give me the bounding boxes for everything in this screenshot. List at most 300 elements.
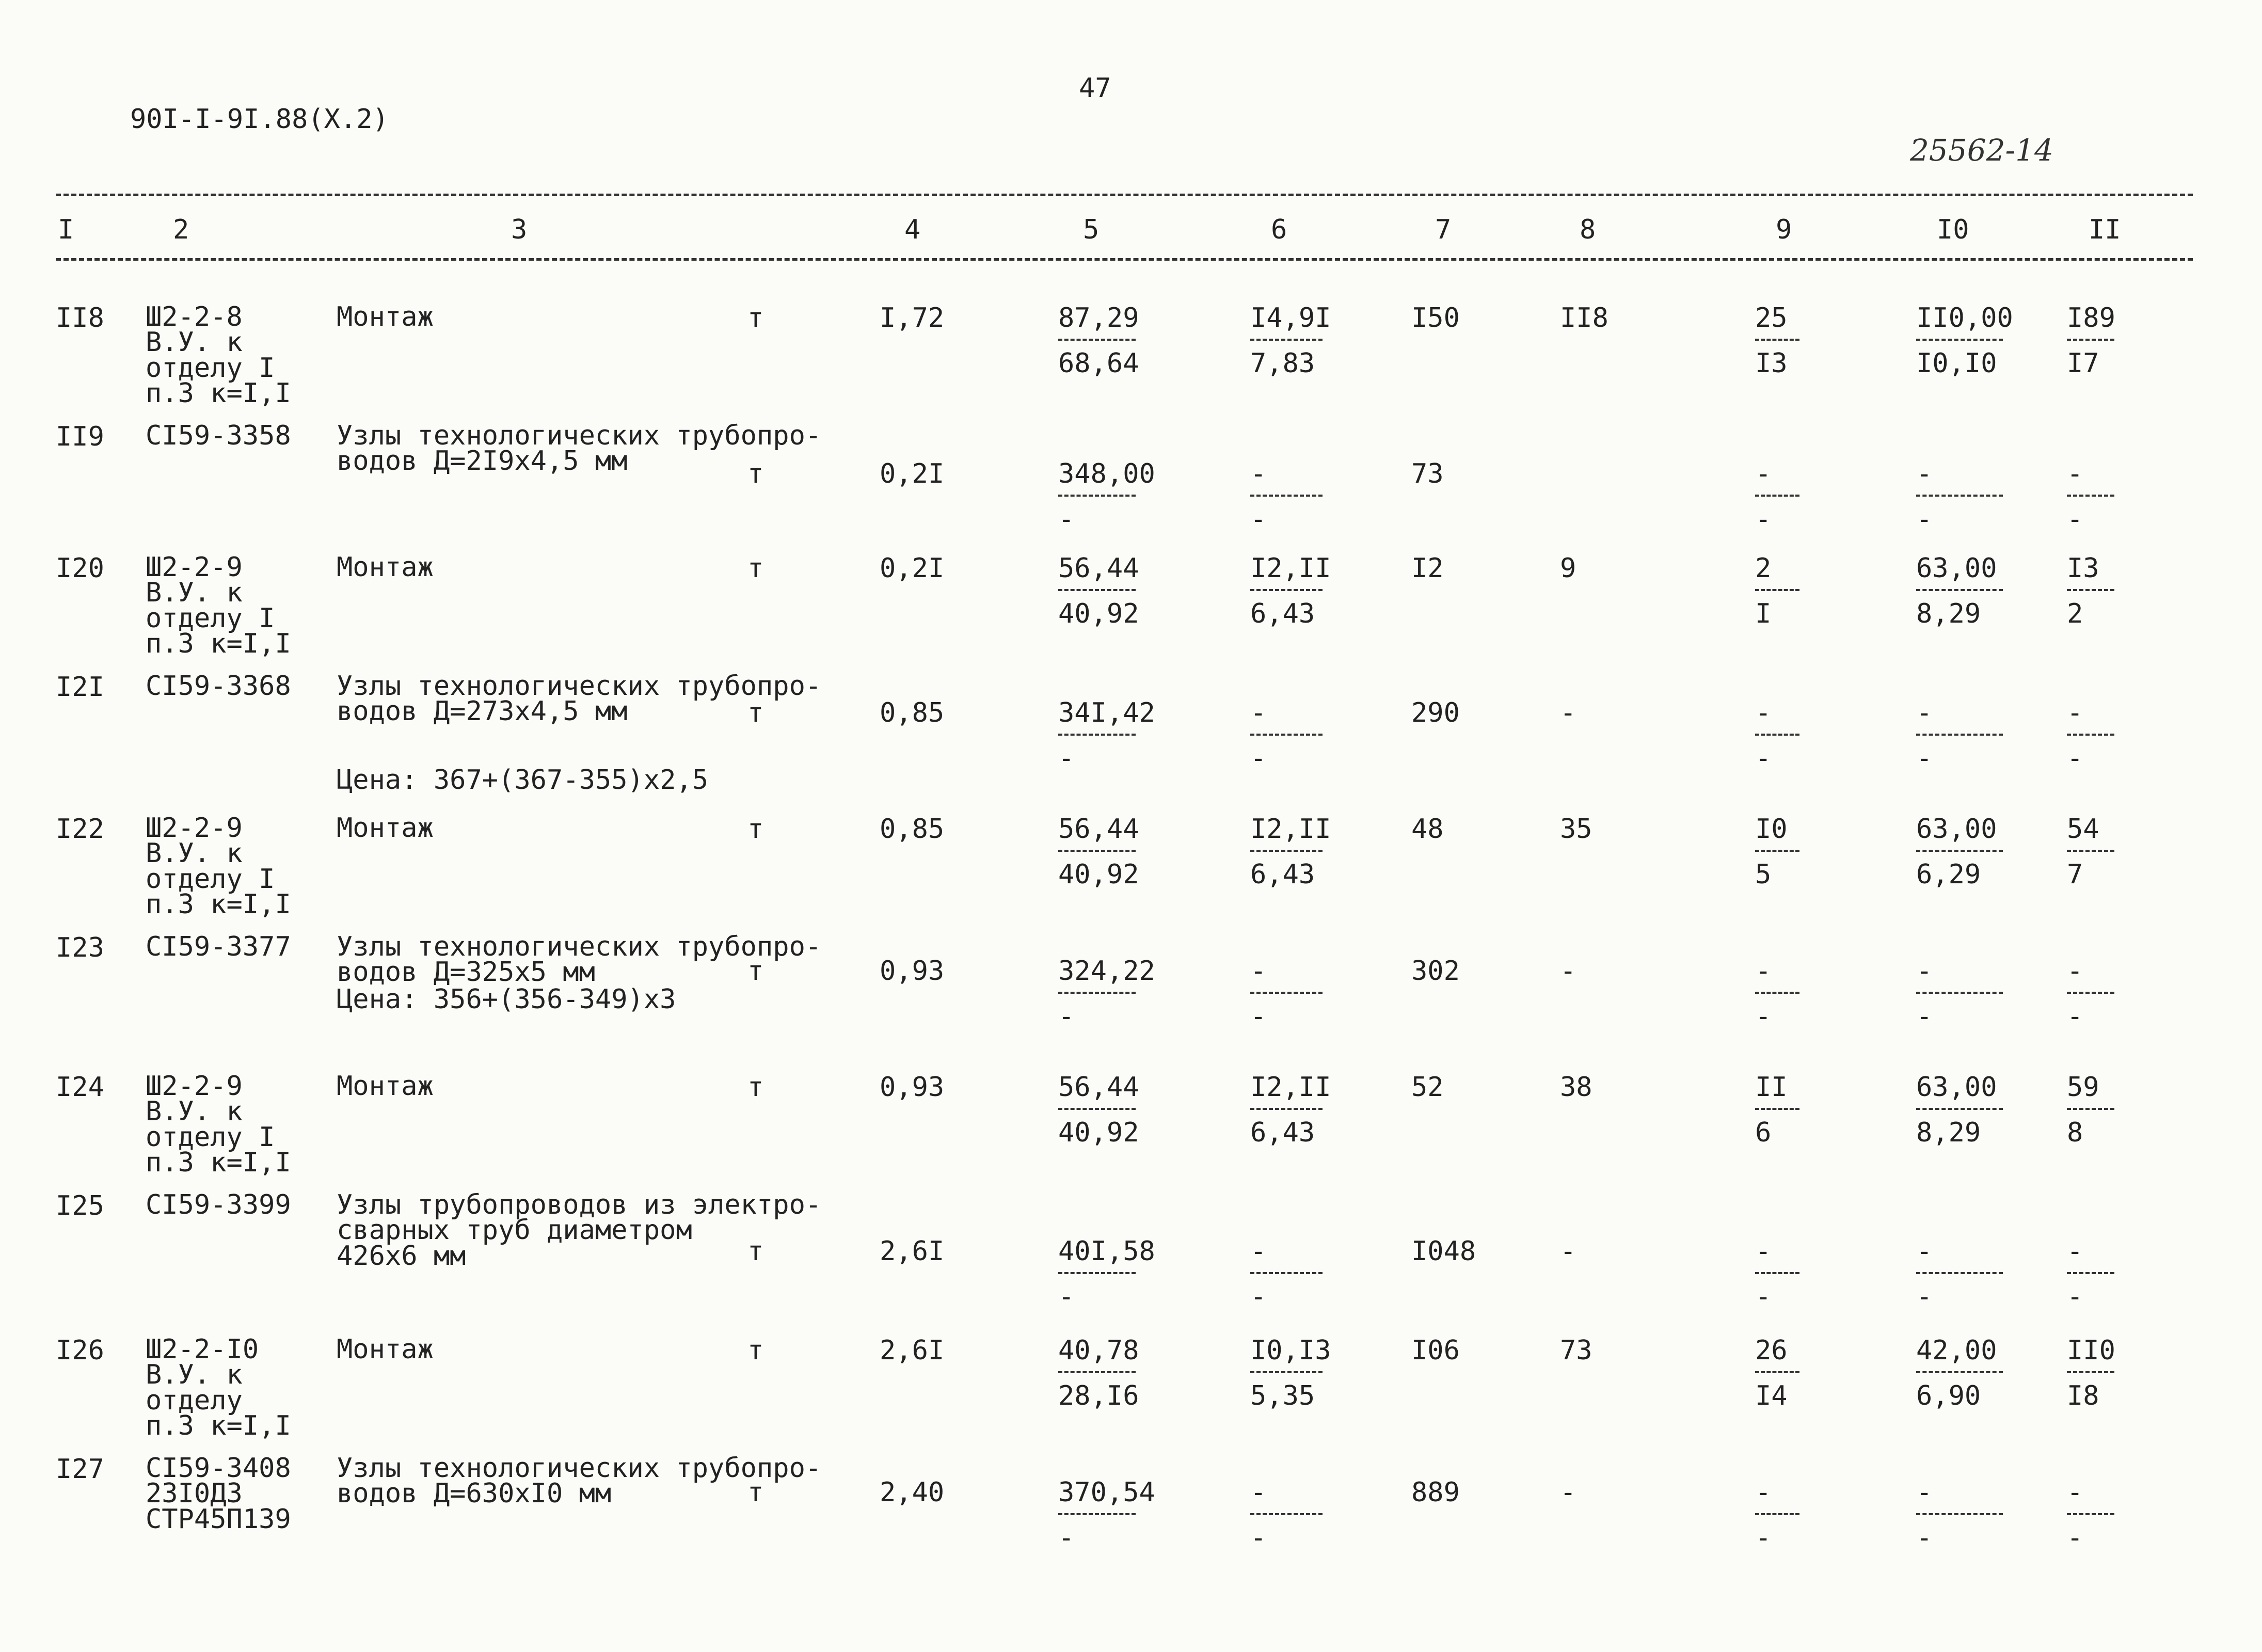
rate-code: [146, 931, 291, 962]
labor-unit: [1916, 303, 2013, 379]
labor-unit-top: 63,00: [1916, 553, 1997, 584]
machine-operation-bottom: I3: [1755, 348, 1788, 379]
work-description-line: водов Д=2I9x4,5 мм: [337, 446, 628, 477]
unit-cost-total: 370,54: [1058, 1477, 1155, 1508]
unit-cost: [1058, 553, 1139, 629]
document-code: 90I-I-9I.88(X.2): [130, 104, 389, 135]
labor-unit-top: 63,00: [1916, 814, 1997, 845]
quantity: 0,93: [880, 956, 945, 987]
labor-total-top: -: [2067, 1236, 2083, 1267]
total-cost: I2: [1411, 553, 1444, 584]
unit-cost: [1058, 956, 1155, 1032]
work-description-line: Узлы технологических трубопро-: [337, 420, 822, 451]
labor-unit-bottom: -: [1916, 1281, 1933, 1312]
column-header-8: 8: [1580, 214, 1596, 245]
unit-cost-wages: -: [1058, 1001, 1075, 1032]
labor-unit-bottom: -: [1916, 1001, 1933, 1032]
labor-total: [2067, 1238, 2114, 1312]
unit-cost-wages: 40,92: [1058, 1117, 1139, 1148]
table-row: [0, 1334, 2262, 1442]
fraction-line: [1058, 850, 1136, 852]
labor-total-top: -: [2067, 697, 2083, 728]
machine-cost-total: -: [1250, 1236, 1267, 1267]
machine-cost: [1250, 460, 1323, 535]
quantity: 2,40: [880, 1477, 945, 1508]
machine-cost-wages: 7,83: [1250, 348, 1315, 379]
rate-code-line: Ш2-2-9: [146, 552, 243, 583]
column-header-3: 3: [511, 214, 528, 245]
rate-code: [146, 301, 291, 409]
fraction-line: [1058, 992, 1136, 994]
column-header-5: 5: [1083, 214, 1100, 245]
fraction-line: [1250, 1108, 1323, 1110]
fraction-line: [2067, 734, 2114, 736]
work-description-line: 426x6 мм: [337, 1240, 466, 1272]
unit-cost-total: 56,44: [1058, 814, 1139, 845]
fraction-line: [1755, 850, 1799, 852]
unit-cost: [1058, 1335, 1139, 1411]
quantity: 0,2I: [880, 553, 945, 584]
fraction-line: [1250, 992, 1323, 994]
unit-cost-total: 348,00: [1058, 458, 1155, 489]
table-row: [0, 1189, 2262, 1312]
fraction-line: [1755, 1371, 1799, 1373]
fraction-line: [1250, 339, 1323, 341]
labor-total-top: I3: [2067, 553, 2099, 584]
fraction-line: [1755, 734, 1799, 736]
labor-unit-top: II0,00: [1916, 303, 2013, 333]
machine-operation-top: -: [1755, 1477, 1772, 1508]
machine-operation-bottom: -: [1755, 743, 1772, 774]
fraction-line: [2067, 1371, 2114, 1373]
unit-cost-wages: 68,64: [1058, 348, 1139, 379]
labor-unit: [1916, 555, 2003, 629]
machine-cost-total: I4,9I: [1250, 303, 1331, 333]
quantity: 2,6I: [880, 1236, 945, 1267]
unit-cost-wages: -: [1058, 1281, 1075, 1312]
row-number: I22: [56, 814, 104, 845]
unit-cost: [1058, 1477, 1155, 1553]
machine-cost-wages: 6,43: [1250, 1117, 1315, 1148]
labor-unit: [1916, 1238, 2003, 1312]
labor-unit-bottom: -: [1916, 1522, 1933, 1553]
row-number: I25: [56, 1190, 104, 1221]
machine-operation: [1755, 1074, 1799, 1148]
fraction-line: [1755, 495, 1799, 497]
unit-cost-total: 87,29: [1058, 303, 1139, 333]
labor-total-bottom: -: [2067, 1001, 2083, 1032]
rate-code: [146, 1189, 291, 1220]
machine-cost-total: -: [1250, 697, 1267, 728]
unit: т: [747, 814, 764, 845]
rate-code: [146, 1071, 291, 1179]
labor-unit: [1916, 1479, 2003, 1553]
labor-total-bottom: 2: [2067, 598, 2083, 629]
machine-operation-bottom: -: [1755, 1281, 1772, 1312]
machine-operation-top: -: [1755, 956, 1772, 987]
fraction-line: [2067, 1108, 2114, 1110]
machine-cost-total: I2,II: [1250, 1072, 1331, 1103]
machine-cost-wages: -: [1250, 1522, 1267, 1553]
rate-code-line: CI59-3377: [146, 931, 291, 962]
row-number: I23: [56, 932, 104, 963]
rate-code: [146, 420, 291, 451]
fraction-line: [1250, 850, 1323, 852]
quantity: 0,85: [880, 697, 945, 728]
machine-operation-top: -: [1755, 697, 1772, 728]
rate-code-line: отделу I: [146, 1121, 275, 1153]
fraction-line: [1755, 992, 1799, 994]
rate-code-line: отделу I: [146, 352, 275, 384]
total-cost: 48: [1411, 814, 1444, 845]
rate-code-line: CI59-3408: [146, 1453, 291, 1484]
machine-operation-bottom: -: [1755, 504, 1772, 535]
machine-cost-wages: -: [1250, 1001, 1267, 1032]
labor-unit-top: -: [1916, 1477, 1933, 1508]
labor-total-top: -: [2067, 956, 2083, 987]
unit: т: [747, 697, 764, 728]
machine-cost: [1250, 814, 1331, 890]
work-description-line: Узлы трубопроводов из электро-: [337, 1189, 822, 1220]
labor-unit-bottom: 6,29: [1916, 859, 1981, 890]
rate-code-line: отделу I: [146, 863, 275, 895]
rate-code-line: В.У. к: [146, 838, 243, 869]
machine-cost: [1250, 958, 1323, 1032]
machine-cost: [1250, 303, 1331, 379]
work-description: [337, 301, 434, 332]
fraction-line: [1250, 734, 1323, 736]
rate-code-line: CI59-3368: [146, 671, 291, 702]
wages-cost: 73: [1560, 1335, 1592, 1366]
unit: т: [747, 956, 764, 987]
quantity: 0,93: [880, 1072, 945, 1103]
machine-operation-top: 25: [1755, 303, 1788, 333]
rate-code-line: п.3 к=I,I: [146, 1147, 291, 1179]
machine-cost: [1250, 697, 1323, 774]
table-row: [0, 813, 2262, 920]
labor-total: [2067, 555, 2114, 629]
unit-cost-total: 40,78: [1058, 1335, 1139, 1366]
machine-operation-top: 26: [1755, 1335, 1788, 1366]
fraction-line: [2067, 1272, 2114, 1274]
rate-code-line: Ш2-2-9: [146, 813, 243, 844]
labor-total: [2067, 1074, 2114, 1148]
table-row: [0, 1453, 2262, 1553]
machine-operation-bottom: I: [1755, 598, 1772, 629]
fraction-line: [1755, 589, 1799, 591]
machine-operation-bottom: I4: [1755, 1380, 1788, 1411]
machine-operation: [1755, 1337, 1799, 1411]
rate-code-line: В.У. к: [146, 577, 243, 609]
fraction-line: [1058, 1371, 1136, 1373]
machine-operation: [1755, 958, 1799, 1032]
unit: т: [747, 1335, 764, 1366]
rate-code-line: Ш2-2-8: [146, 301, 243, 332]
column-header-2: 2: [173, 214, 189, 245]
rate-code-line: Ш2-2-9: [146, 1071, 243, 1102]
labor-total-top: 59: [2067, 1072, 2099, 1103]
rate-code-line: 23I0Д3: [146, 1478, 243, 1510]
machine-operation-bottom: 5: [1755, 859, 1772, 890]
total-cost: 73: [1411, 458, 1444, 489]
labor-total: [2067, 460, 2114, 535]
rate-code-line: отделу: [146, 1385, 243, 1416]
machine-operation: [1755, 697, 1799, 774]
labor-total-bottom: -: [2067, 743, 2083, 774]
work-description-line: Узлы технологических трубопро-: [337, 1453, 822, 1484]
wages-cost: -: [1560, 697, 1576, 728]
rate-code-line: СТР45П139: [146, 1503, 291, 1535]
row-number: II9: [56, 421, 104, 452]
machine-operation-top: I0: [1755, 814, 1788, 845]
labor-unit-top: -: [1916, 697, 1933, 728]
fraction-line: [1250, 495, 1323, 497]
fraction-line: [1755, 1272, 1799, 1274]
labor-unit-bottom: 8,29: [1916, 1117, 1981, 1148]
unit-cost-wages: 40,92: [1058, 598, 1139, 629]
total-cost: 889: [1411, 1477, 1460, 1508]
machine-operation: [1755, 816, 1799, 890]
wages-cost: -: [1560, 956, 1576, 987]
table-row: [0, 420, 2262, 535]
fraction-line: [1916, 1272, 2003, 1274]
header-bottom-rule: [56, 258, 2193, 261]
labor-total: [2067, 305, 2114, 379]
unit-cost-total: 34I,42: [1058, 697, 1155, 728]
row-number: I24: [56, 1072, 104, 1103]
machine-operation-bottom: -: [1755, 1522, 1772, 1553]
machine-cost-total: I2,II: [1250, 553, 1331, 584]
machine-cost-total: -: [1250, 458, 1267, 489]
machine-operation-bottom: -: [1755, 1001, 1772, 1032]
labor-unit-top: -: [1916, 1236, 1933, 1267]
total-cost: 290: [1411, 697, 1460, 728]
labor-unit-top: 42,00: [1916, 1335, 1997, 1366]
machine-cost-wages: 6,43: [1250, 598, 1315, 629]
column-header-6: 6: [1271, 214, 1287, 245]
labor-total: [2067, 1479, 2114, 1553]
labor-unit-top: 63,00: [1916, 1072, 1997, 1103]
machine-cost: [1250, 553, 1331, 629]
machine-operation: [1755, 305, 1799, 379]
machine-operation-top: 2: [1755, 553, 1772, 584]
labor-total-bottom: -: [2067, 504, 2083, 535]
fraction-line: [1058, 495, 1136, 497]
unit-cost: [1058, 303, 1139, 379]
fraction-line: [1916, 589, 2003, 591]
machine-cost: [1250, 1238, 1323, 1312]
unit-cost: [1058, 1236, 1155, 1312]
quantity: 0,2I: [880, 458, 945, 489]
rate-code-line: CI59-3358: [146, 420, 291, 451]
wages-cost: -: [1560, 1236, 1576, 1267]
machine-cost-wages: -: [1250, 743, 1267, 774]
column-header-9: 9: [1776, 214, 1792, 245]
fraction-line: [1250, 1513, 1323, 1515]
rate-code: [146, 1334, 291, 1442]
work-description-line: водов Д=630xI0 мм: [337, 1478, 612, 1510]
unit-cost-wages: -: [1058, 504, 1075, 535]
rate-code-line: отделу I: [146, 602, 275, 634]
price-note: Цена: 367+(367-355)x2,5: [337, 765, 709, 796]
labor-total-top: II0: [2067, 1335, 2115, 1366]
table-row: [0, 301, 2262, 409]
work-description-line: Узлы технологических трубопро-: [337, 671, 822, 702]
work-description-line: водов Д=273x4,5 мм: [337, 696, 628, 727]
rate-code: [146, 1453, 291, 1535]
labor-total-bottom: -: [2067, 1522, 2083, 1553]
machine-operation: [1755, 1238, 1799, 1312]
machine-operation: [1755, 460, 1799, 535]
quantity: 0,85: [880, 814, 945, 845]
labor-total-top: 54: [2067, 814, 2099, 845]
price-note: Цена: 356+(356-349)x3: [337, 984, 676, 1015]
work-description-line: Монтаж: [337, 813, 434, 844]
row-number: I20: [56, 553, 104, 584]
labor-unit-bottom: -: [1916, 504, 1933, 535]
handwritten-number: 25562-14: [1910, 133, 2053, 168]
labor-unit: [1916, 816, 2003, 890]
machine-operation: [1755, 555, 1799, 629]
work-description: [337, 1334, 434, 1365]
total-cost: I048: [1411, 1236, 1476, 1267]
unit-cost: [1058, 697, 1155, 774]
labor-total-bottom: 8: [2067, 1117, 2083, 1148]
labor-unit-bottom: -: [1916, 743, 1933, 774]
labor-total: [2067, 697, 2114, 774]
machine-cost-wages: -: [1250, 504, 1267, 535]
fraction-line: [1916, 734, 2003, 736]
unit-cost-wages: -: [1058, 743, 1075, 774]
total-cost: I06: [1411, 1335, 1460, 1366]
work-description-line: Узлы технологических трубопро-: [337, 931, 822, 962]
rate-code-line: п.3 к=I,I: [146, 1410, 291, 1442]
fraction-line: [1058, 734, 1136, 736]
page-number: 47: [1079, 73, 1111, 104]
wages-cost: -: [1560, 1477, 1576, 1508]
rate-code-line: В.У. к: [146, 327, 243, 358]
fraction-line: [2067, 589, 2114, 591]
fraction-line: [2067, 495, 2114, 497]
fraction-line: [1916, 495, 2003, 497]
rate-code-line: В.У. к: [146, 1096, 243, 1127]
machine-cost: [1250, 1072, 1331, 1148]
work-description: [337, 813, 434, 844]
labor-total-bottom: I7: [2067, 348, 2099, 379]
fraction-line: [1755, 1513, 1799, 1515]
machine-cost-total: I2,II: [1250, 814, 1331, 845]
labor-unit: [1916, 958, 2003, 1032]
machine-cost: [1250, 1479, 1323, 1553]
labor-unit: [1916, 1074, 2003, 1148]
labor-total-bottom: 7: [2067, 859, 2083, 890]
machine-cost-wages: 6,43: [1250, 859, 1315, 890]
rate-code: [146, 671, 291, 702]
labor-unit-bottom: 6,90: [1916, 1380, 1981, 1411]
work-description: [337, 1071, 434, 1102]
unit-cost-wages: 40,92: [1058, 859, 1139, 890]
fraction-line: [1058, 1272, 1136, 1274]
table-row: [0, 1071, 2262, 1179]
wages-cost: 35: [1560, 814, 1592, 845]
unit-cost-total: 324,22: [1058, 956, 1155, 987]
work-description-line: сварных труб диаметром: [337, 1215, 692, 1246]
rate-code-line: Ш2-2-I0: [146, 1334, 259, 1365]
unit-cost-wages: -: [1058, 1522, 1075, 1553]
labor-total-top: I89: [2067, 303, 2115, 333]
row-number: I27: [56, 1454, 104, 1485]
fraction-line: [1058, 1108, 1136, 1110]
labor-total-bottom: I8: [2067, 1380, 2099, 1411]
row-number: I26: [56, 1335, 104, 1366]
fraction-line: [1755, 339, 1799, 341]
column-header-11: II: [2089, 214, 2121, 245]
fraction-line: [2067, 992, 2114, 994]
fraction-line: [2067, 339, 2114, 341]
unit: т: [747, 1236, 764, 1267]
rate-code-line: п.3 к=I,I: [146, 378, 291, 409]
work-description: [337, 552, 434, 583]
unit-cost-total: 56,44: [1058, 553, 1139, 584]
fraction-line: [1916, 1513, 2003, 1515]
table-row: [0, 552, 2262, 660]
wages-cost: II8: [1560, 303, 1608, 333]
total-cost: I50: [1411, 303, 1460, 333]
fraction-line: [1916, 992, 2003, 994]
work-description-line: водов Д=325x5 мм: [337, 957, 595, 988]
labor-total-top: -: [2067, 1477, 2083, 1508]
labor-total: [2067, 958, 2114, 1032]
machine-operation-top: -: [1755, 1236, 1772, 1267]
labor-unit-bottom: I0,I0: [1916, 348, 1997, 379]
column-header-1: I: [58, 214, 74, 245]
fraction-line: [1916, 1371, 2003, 1373]
labor-unit-top: -: [1916, 458, 1933, 489]
total-cost: 52: [1411, 1072, 1444, 1103]
labor-unit: [1916, 697, 2003, 774]
machine-operation: [1755, 1479, 1799, 1553]
column-header-4: 4: [904, 214, 921, 245]
unit-cost-wages: 28,I6: [1058, 1380, 1139, 1411]
labor-unit: [1916, 1337, 2003, 1411]
row-number: I2I: [56, 672, 104, 703]
labor-total: [2067, 1337, 2114, 1411]
rate-code-line: CI59-3399: [146, 1189, 291, 1220]
unit-cost: [1058, 1072, 1139, 1148]
machine-cost-total: I0,I3: [1250, 1335, 1331, 1366]
unit-cost: [1058, 814, 1139, 890]
machine-operation-bottom: 6: [1755, 1117, 1772, 1148]
machine-cost-total: -: [1250, 1477, 1267, 1508]
rate-code-line: п.3 к=I,I: [146, 889, 291, 920]
fraction-line: [1250, 1272, 1323, 1274]
unit: т: [747, 303, 764, 333]
wages-cost: 9: [1560, 553, 1576, 584]
unit: т: [747, 1477, 764, 1508]
rate-code-line: п.3 к=I,I: [146, 628, 291, 660]
labor-total: [2067, 816, 2114, 890]
machine-cost-wages: 5,35: [1250, 1380, 1315, 1411]
table-row: [0, 931, 2262, 1032]
labor-total-top: -: [2067, 458, 2083, 489]
fraction-line: [2067, 1513, 2114, 1515]
fraction-line: [1916, 1108, 2003, 1110]
unit-cost: [1058, 458, 1155, 535]
machine-operation-top: II: [1755, 1072, 1788, 1103]
fraction-line: [1058, 1513, 1136, 1515]
unit: т: [747, 553, 764, 584]
fraction-line: [1058, 589, 1136, 591]
